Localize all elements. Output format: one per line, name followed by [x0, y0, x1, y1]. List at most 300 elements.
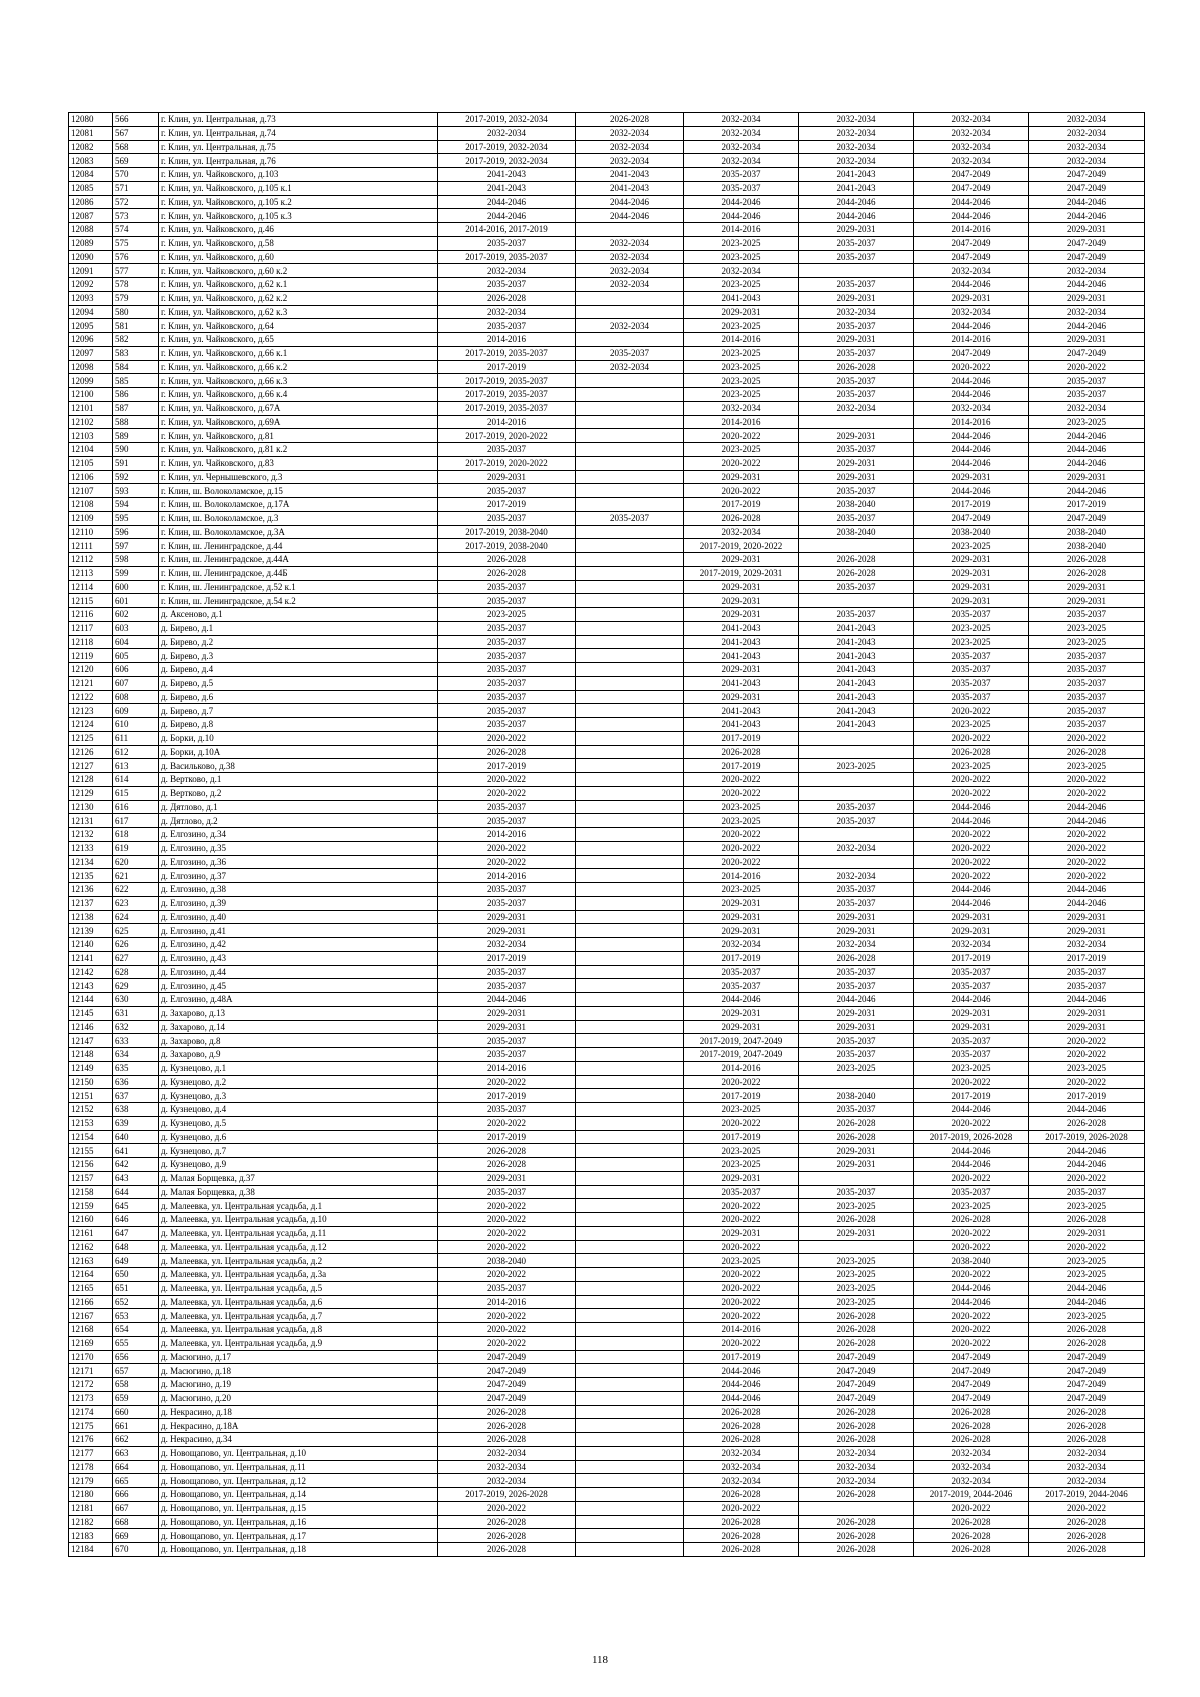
row-number-cell: 12122: [69, 690, 113, 704]
period-cell-3: 2017-2019: [684, 731, 799, 745]
period-cell-3: 2026-2028: [684, 1515, 799, 1529]
period-cell-1: 2026-2028: [438, 1419, 576, 1433]
period-cell-6: 2017-2019, 2044-2046: [1029, 1488, 1145, 1502]
table-row: [69, 291, 1145, 305]
row-number-cell: 12150: [69, 1075, 113, 1089]
period-cell-3: 2044-2046: [684, 209, 799, 223]
period-cell-5: 2017-2019: [914, 1089, 1029, 1103]
period-cell-4: 2041-2043: [799, 168, 914, 182]
period-cell-4: 2047-2049: [799, 1378, 914, 1392]
row-number-cell: 12089: [69, 236, 113, 250]
period-cell-5: 2038-2040: [914, 1254, 1029, 1268]
period-cell-5: 2044-2046: [914, 993, 1029, 1007]
period-cell-5: 2029-2031: [914, 291, 1029, 305]
period-cell-3: 2020-2022: [684, 1295, 799, 1309]
period-cell-4: 2029-2031: [799, 1006, 914, 1020]
period-cell-2: [576, 786, 684, 800]
address-cell: д. Малая Борщевка, д.37: [159, 1171, 438, 1185]
period-cell-2: 2032-2034: [576, 250, 684, 264]
period-cell-1: 2035-2037: [438, 718, 576, 732]
period-cell-2: 2035-2037: [576, 511, 684, 525]
period-cell-2: 2032-2034: [576, 360, 684, 374]
period-cell-4: [799, 264, 914, 278]
period-cell-3: 2023-2025: [684, 250, 799, 264]
period-cell-1: 2017-2019, 2020-2022: [438, 429, 576, 443]
table-row: [69, 429, 1145, 443]
period-cell-6: 2029-2031: [1029, 594, 1145, 608]
object-number-cell: 659: [113, 1391, 159, 1405]
row-number-cell: 12140: [69, 938, 113, 952]
period-cell-1: 2035-2037: [438, 979, 576, 993]
table-row: [69, 333, 1145, 347]
period-cell-3: 2044-2046: [684, 1391, 799, 1405]
period-cell-1: 2041-2043: [438, 168, 576, 182]
period-cell-4: 2023-2025: [799, 1199, 914, 1213]
object-number-cell: 633: [113, 1034, 159, 1048]
period-cell-2: [576, 1529, 684, 1543]
object-number-cell: 596: [113, 525, 159, 539]
table-row: [69, 209, 1145, 223]
period-cell-4: 2023-2025: [799, 1295, 914, 1309]
period-cell-6: 2029-2031: [1029, 924, 1145, 938]
period-cell-5: 2020-2022: [914, 1075, 1029, 1089]
period-cell-1: 2020-2022: [438, 1075, 576, 1089]
period-cell-3: 2020-2022: [684, 429, 799, 443]
period-cell-2: 2035-2037: [576, 346, 684, 360]
period-cell-6: 2044-2046: [1029, 484, 1145, 498]
address-cell: г. Клин, ул. Центральная, д.73: [159, 113, 438, 127]
period-cell-2: 2032-2034: [576, 140, 684, 154]
period-cell-5: 2017-2019: [914, 951, 1029, 965]
period-cell-6: 2035-2037: [1029, 704, 1145, 718]
table-row: [69, 1529, 1145, 1543]
period-cell-4: 2035-2037: [799, 511, 914, 525]
period-cell-3: 2023-2025: [684, 1144, 799, 1158]
object-number-cell: 656: [113, 1350, 159, 1364]
row-number-cell: 12151: [69, 1089, 113, 1103]
address-cell: д. Елгозино, д.44: [159, 965, 438, 979]
period-cell-3: 2020-2022: [684, 1199, 799, 1213]
row-number-cell: 12153: [69, 1116, 113, 1130]
row-number-cell: 12113: [69, 566, 113, 580]
period-cell-6: 2029-2031: [1029, 333, 1145, 347]
period-cell-1: 2014-2016, 2017-2019: [438, 223, 576, 237]
period-cell-2: [576, 1268, 684, 1282]
period-cell-5: 2032-2034: [914, 154, 1029, 168]
period-cell-5: 2020-2022: [914, 1226, 1029, 1240]
address-cell: д. Новощапово, ул. Центральная, д.12: [159, 1474, 438, 1488]
period-cell-4: [799, 415, 914, 429]
table-row: [69, 745, 1145, 759]
period-cell-6: 2035-2037: [1029, 690, 1145, 704]
table-row: [69, 236, 1145, 250]
period-cell-2: [576, 608, 684, 622]
period-cell-4: 2047-2049: [799, 1350, 914, 1364]
period-cell-5: 2047-2049: [914, 1378, 1029, 1392]
address-cell: д. Елгозино, д.39: [159, 896, 438, 910]
row-number-cell: 12177: [69, 1446, 113, 1460]
period-cell-1: 2032-2034: [438, 1460, 576, 1474]
period-cell-6: 2038-2040: [1029, 539, 1145, 553]
period-cell-2: [576, 718, 684, 732]
row-number-cell: 12147: [69, 1034, 113, 1048]
period-cell-6: 2047-2049: [1029, 168, 1145, 182]
period-cell-3: 2017-2019: [684, 1089, 799, 1103]
object-number-cell: 602: [113, 608, 159, 622]
address-cell: д. Малеевка, ул. Центральная усадьба, д.9: [159, 1336, 438, 1350]
period-cell-3: 2032-2034: [684, 264, 799, 278]
object-number-cell: 636: [113, 1075, 159, 1089]
period-cell-3: 2029-2031: [684, 924, 799, 938]
table-row: [69, 910, 1145, 924]
row-number-cell: 12182: [69, 1515, 113, 1529]
period-cell-2: [576, 621, 684, 635]
period-cell-5: 2020-2022: [914, 828, 1029, 842]
period-cell-4: 2026-2028: [799, 553, 914, 567]
table-row: [69, 1061, 1145, 1075]
period-cell-5: 2047-2049: [914, 250, 1029, 264]
period-cell-6: 2044-2046: [1029, 278, 1145, 292]
period-cell-2: [576, 1446, 684, 1460]
row-number-cell: 12141: [69, 951, 113, 965]
object-number-cell: 595: [113, 511, 159, 525]
period-cell-5: 2047-2049: [914, 1391, 1029, 1405]
period-cell-2: [576, 1254, 684, 1268]
period-cell-1: 2020-2022: [438, 1226, 576, 1240]
period-cell-5: 2047-2049: [914, 181, 1029, 195]
table-row: [69, 621, 1145, 635]
row-number-cell: 12110: [69, 525, 113, 539]
period-cell-3: 2023-2025: [684, 814, 799, 828]
row-number-cell: 12102: [69, 415, 113, 429]
period-cell-3: 2023-2025: [684, 374, 799, 388]
table-row: [69, 924, 1145, 938]
period-cell-4: 2023-2025: [799, 1061, 914, 1075]
table-row: [69, 319, 1145, 333]
period-cell-2: [576, 1213, 684, 1227]
table-row: [69, 1419, 1145, 1433]
page-number: 118: [591, 1654, 609, 1666]
table-row: [69, 841, 1145, 855]
row-number-cell: 12158: [69, 1185, 113, 1199]
period-cell-2: [576, 1034, 684, 1048]
period-cell-6: 2047-2049: [1029, 236, 1145, 250]
period-cell-6: 2026-2028: [1029, 1433, 1145, 1447]
period-cell-1: 2035-2037: [438, 965, 576, 979]
period-cell-3: 2017-2019: [684, 1350, 799, 1364]
period-cell-2: [576, 704, 684, 718]
table-row: [69, 786, 1145, 800]
period-cell-3: 2023-2025: [684, 346, 799, 360]
period-cell-6: 2017-2019: [1029, 498, 1145, 512]
address-cell: д. Кузнецово, д.5: [159, 1116, 438, 1130]
period-cell-1: 2017-2019, 2026-2028: [438, 1488, 576, 1502]
period-cell-2: 2032-2034: [576, 319, 684, 333]
table-row: [69, 1144, 1145, 1158]
period-cell-1: 2014-2016: [438, 869, 576, 883]
period-cell-1: 2017-2019, 2035-2037: [438, 401, 576, 415]
object-number-cell: 604: [113, 635, 159, 649]
period-cell-4: 2035-2037: [799, 800, 914, 814]
period-cell-5: 2035-2037: [914, 1034, 1029, 1048]
object-number-cell: 584: [113, 360, 159, 374]
table-row: [69, 704, 1145, 718]
address-cell: д. Дятлово, д.1: [159, 800, 438, 814]
period-cell-3: 2023-2025: [684, 443, 799, 457]
address-cell: г. Клин, ул. Чайковского, д.81 к.2: [159, 443, 438, 457]
period-cell-3: 2023-2025: [684, 388, 799, 402]
table-row: [69, 580, 1145, 594]
address-cell: д. Кузнецово, д.4: [159, 1103, 438, 1117]
object-number-cell: 576: [113, 250, 159, 264]
period-cell-3: 2014-2016: [684, 869, 799, 883]
address-cell: д. Елгозино, д.48А: [159, 993, 438, 1007]
period-cell-4: 2026-2028: [799, 1213, 914, 1227]
period-cell-1: 2044-2046: [438, 195, 576, 209]
row-number-cell: 12127: [69, 759, 113, 773]
period-cell-6: 2020-2022: [1029, 1171, 1145, 1185]
row-number-cell: 12090: [69, 250, 113, 264]
object-number-cell: 647: [113, 1226, 159, 1240]
row-number-cell: 12086: [69, 195, 113, 209]
period-cell-6: 2047-2049: [1029, 511, 1145, 525]
period-cell-4: 2035-2037: [799, 374, 914, 388]
period-cell-2: [576, 979, 684, 993]
period-cell-1: 2032-2034: [438, 1474, 576, 1488]
period-cell-6: 2026-2028: [1029, 1419, 1145, 1433]
period-cell-1: 2020-2022: [438, 1309, 576, 1323]
period-cell-2: [576, 580, 684, 594]
period-cell-4: 2035-2037: [799, 979, 914, 993]
table-row: [69, 1268, 1145, 1282]
period-cell-4: 2035-2037: [799, 1103, 914, 1117]
table-row: [69, 718, 1145, 732]
period-cell-3: 2032-2034: [684, 938, 799, 952]
table-row: [69, 1391, 1145, 1405]
period-cell-5: 2020-2022: [914, 855, 1029, 869]
object-number-cell: 649: [113, 1254, 159, 1268]
period-cell-6: 2047-2049: [1029, 1364, 1145, 1378]
period-cell-5: 2020-2022: [914, 773, 1029, 787]
object-number-cell: 621: [113, 869, 159, 883]
table-row: [69, 1185, 1145, 1199]
period-cell-3: 2020-2022: [684, 1501, 799, 1515]
address-cell: д. Захарово, д.14: [159, 1020, 438, 1034]
period-cell-1: 2035-2037: [438, 663, 576, 677]
address-cell: д. Елгозино, д.41: [159, 924, 438, 938]
period-cell-6: 2029-2031: [1029, 291, 1145, 305]
period-cell-5: 2014-2016: [914, 333, 1029, 347]
table-row: [69, 443, 1145, 457]
object-number-cell: 586: [113, 388, 159, 402]
object-number-cell: 646: [113, 1213, 159, 1227]
period-cell-6: 2026-2028: [1029, 1529, 1145, 1543]
period-cell-5: 2047-2049: [914, 511, 1029, 525]
table-row: [69, 828, 1145, 842]
object-number-cell: 566: [113, 113, 159, 127]
period-cell-1: 2035-2037: [438, 594, 576, 608]
period-cell-2: 2032-2034: [576, 154, 684, 168]
period-cell-1: 2035-2037: [438, 1103, 576, 1117]
table-row: [69, 773, 1145, 787]
period-cell-3: 2029-2031: [684, 1171, 799, 1185]
period-cell-2: 2032-2034: [576, 264, 684, 278]
period-cell-2: [576, 1185, 684, 1199]
period-cell-3: 2023-2025: [684, 360, 799, 374]
period-cell-1: 2044-2046: [438, 993, 576, 1007]
address-cell: д. Новощапово, ул. Центральная, д.18: [159, 1543, 438, 1557]
period-cell-1: 2020-2022: [438, 773, 576, 787]
period-cell-6: 2029-2031: [1029, 223, 1145, 237]
table-row: [69, 1460, 1145, 1474]
schedule-table: [68, 112, 1145, 1557]
table-row: [69, 1281, 1145, 1295]
period-cell-1: 2017-2019: [438, 1130, 576, 1144]
address-cell: д. Новощапово, ул. Центральная, д.10: [159, 1446, 438, 1460]
period-cell-5: 2032-2034: [914, 264, 1029, 278]
object-number-cell: 627: [113, 951, 159, 965]
period-cell-5: 2044-2046: [914, 374, 1029, 388]
period-cell-4: 2035-2037: [799, 236, 914, 250]
period-cell-1: 2035-2037: [438, 1281, 576, 1295]
address-cell: д. Елгозино, д.42: [159, 938, 438, 952]
address-cell: д. Некрасино, д.18А: [159, 1419, 438, 1433]
object-number-cell: 603: [113, 621, 159, 635]
row-number-cell: 12179: [69, 1474, 113, 1488]
period-cell-6: 2032-2034: [1029, 126, 1145, 140]
period-cell-2: [576, 635, 684, 649]
period-cell-2: [576, 731, 684, 745]
address-cell: д. Новощапово, ул. Центральная, д.15: [159, 1501, 438, 1515]
period-cell-1: 2017-2019, 2032-2034: [438, 140, 576, 154]
row-number-cell: 12116: [69, 608, 113, 622]
period-cell-6: 2044-2046: [1029, 209, 1145, 223]
address-cell: д. Малеевка, ул. Центральная усадьба, д.3а: [159, 1268, 438, 1282]
address-cell: д. Кузнецово, д.2: [159, 1075, 438, 1089]
period-cell-2: [576, 1309, 684, 1323]
period-cell-6: 2035-2037: [1029, 649, 1145, 663]
period-cell-3: 2035-2037: [684, 1185, 799, 1199]
period-cell-4: [799, 745, 914, 759]
period-cell-2: [576, 690, 684, 704]
period-cell-1: 2026-2028: [438, 1543, 576, 1557]
period-cell-3: 2020-2022: [684, 456, 799, 470]
period-cell-6: 2020-2022: [1029, 360, 1145, 374]
object-number-cell: 644: [113, 1185, 159, 1199]
table-row: [69, 360, 1145, 374]
address-cell: д. Масюгино, д.17: [159, 1350, 438, 1364]
period-cell-6: 2020-2022: [1029, 1034, 1145, 1048]
period-cell-2: [576, 223, 684, 237]
table-row: [69, 731, 1145, 745]
address-cell: д. Захарово, д.8: [159, 1034, 438, 1048]
row-number-cell: 12103: [69, 429, 113, 443]
period-cell-1: 2035-2037: [438, 1048, 576, 1062]
period-cell-2: [576, 951, 684, 965]
row-number-cell: 12136: [69, 883, 113, 897]
period-cell-4: 2029-2031: [799, 1144, 914, 1158]
table-row: [69, 896, 1145, 910]
table-row: [69, 993, 1145, 1007]
period-cell-1: 2035-2037: [438, 443, 576, 457]
period-cell-2: [576, 649, 684, 663]
period-cell-2: 2032-2034: [576, 236, 684, 250]
object-number-cell: 601: [113, 594, 159, 608]
period-cell-4: 2044-2046: [799, 993, 914, 1007]
address-cell: д. Кузнецово, д.9: [159, 1158, 438, 1172]
address-cell: г. Клин, ул. Чайковского, д.105 к.3: [159, 209, 438, 223]
object-number-cell: 615: [113, 786, 159, 800]
period-cell-5: 2044-2046: [914, 896, 1029, 910]
object-number-cell: 606: [113, 663, 159, 677]
period-cell-6: 2026-2028: [1029, 1543, 1145, 1557]
period-cell-6: 2020-2022: [1029, 731, 1145, 745]
address-cell: д. Некрасино, д.34: [159, 1433, 438, 1447]
row-number-cell: 12095: [69, 319, 113, 333]
row-number-cell: 12080: [69, 113, 113, 127]
row-number-cell: 12163: [69, 1254, 113, 1268]
period-cell-3: 2014-2016: [684, 223, 799, 237]
table-row: [69, 608, 1145, 622]
row-number-cell: 12159: [69, 1199, 113, 1213]
period-cell-1: 2035-2037: [438, 1185, 576, 1199]
period-cell-3: 2026-2028: [684, 1405, 799, 1419]
table-row: [69, 223, 1145, 237]
period-cell-6: 2026-2028: [1029, 1405, 1145, 1419]
object-number-cell: 628: [113, 965, 159, 979]
period-cell-2: [576, 1336, 684, 1350]
table-row: [69, 965, 1145, 979]
object-number-cell: 587: [113, 401, 159, 415]
table-row: [69, 855, 1145, 869]
period-cell-5: 2017-2019, 2044-2046: [914, 1488, 1029, 1502]
object-number-cell: 609: [113, 704, 159, 718]
object-number-cell: 574: [113, 223, 159, 237]
period-cell-5: 2032-2034: [914, 305, 1029, 319]
row-number-cell: 12101: [69, 401, 113, 415]
row-number-cell: 12096: [69, 333, 113, 347]
object-number-cell: 640: [113, 1130, 159, 1144]
period-cell-4: 2023-2025: [799, 1268, 914, 1282]
period-cell-6: 2044-2046: [1029, 1144, 1145, 1158]
period-cell-5: 2044-2046: [914, 883, 1029, 897]
period-cell-5: 2029-2031: [914, 470, 1029, 484]
period-cell-3: 2023-2025: [684, 319, 799, 333]
period-cell-3: 2026-2028: [684, 745, 799, 759]
address-cell: д. Малеевка, ул. Центральная усадьба, д.1: [159, 1199, 438, 1213]
row-number-cell: 12117: [69, 621, 113, 635]
period-cell-5: 2029-2031: [914, 1020, 1029, 1034]
object-number-cell: 625: [113, 924, 159, 938]
row-number-cell: 12123: [69, 704, 113, 718]
table-row: [69, 264, 1145, 278]
table-row: [69, 1254, 1145, 1268]
period-cell-4: 2038-2040: [799, 498, 914, 512]
address-cell: д. Бирево, д.8: [159, 718, 438, 732]
object-number-cell: 568: [113, 140, 159, 154]
row-number-cell: 12115: [69, 594, 113, 608]
address-cell: г. Клин, ш. Волоколамское, д.3: [159, 511, 438, 525]
object-number-cell: 575: [113, 236, 159, 250]
address-cell: д. Бирево, д.6: [159, 690, 438, 704]
address-cell: г. Клин, ш. Волоколамское, д.3А: [159, 525, 438, 539]
period-cell-5: 2020-2022: [914, 1171, 1029, 1185]
period-cell-6: 2032-2034: [1029, 154, 1145, 168]
period-cell-2: [576, 1130, 684, 1144]
row-number-cell: 12183: [69, 1529, 113, 1543]
table-row: [69, 1323, 1145, 1337]
period-cell-5: 2026-2028: [914, 1543, 1029, 1557]
